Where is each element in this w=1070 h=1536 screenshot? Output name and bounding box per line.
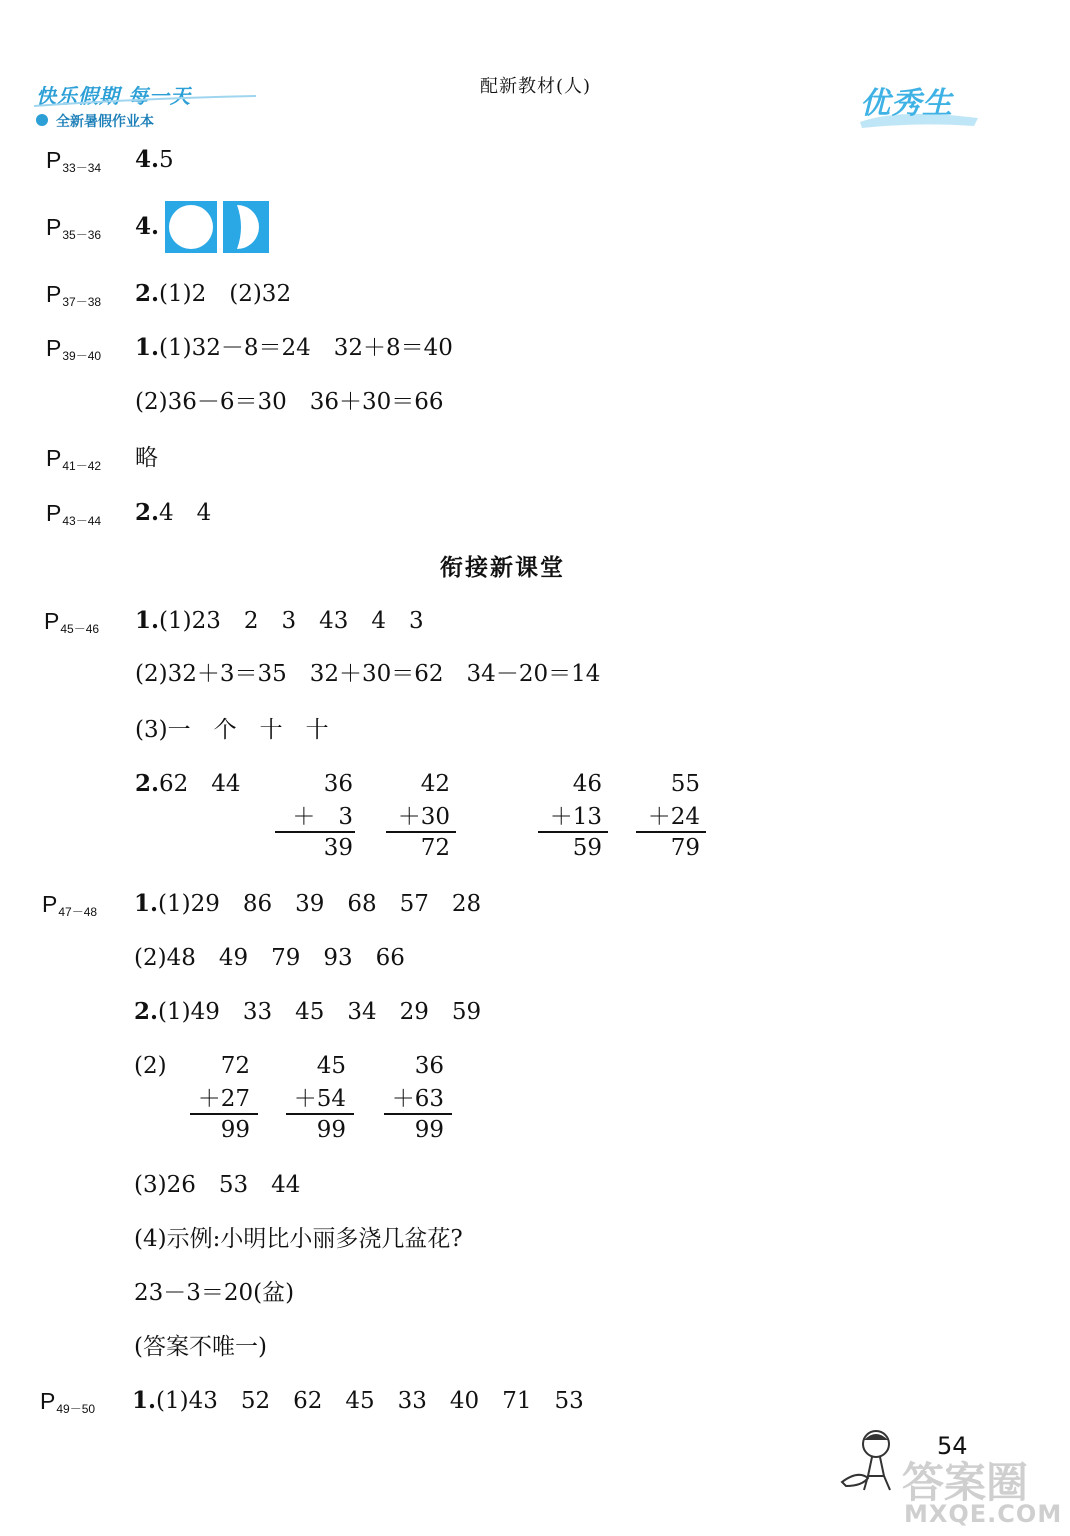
answer-p41: 略 [135,445,158,471]
page-ref-47: $P_{47-48}$ [42,891,98,919]
answer-p45-1-1: 1.(1)23 2 3 43 4 3 [135,607,424,634]
answer-p47-2-3: (3)26 53 44 [134,1172,301,1198]
addend-op: ＋13 [549,804,602,830]
answer-p45-1-2: (2)32＋3＝35 32＋30＝62 34－20＝14 [135,661,601,687]
answer-p47-1-2: (2)48 49 79 93 66 [134,945,405,971]
answer-p47-2-5: 23－3＝20(盆) [134,1280,295,1306]
page-ref-37: $P_{37-38}$ [46,281,102,309]
watermark-url: MXQE.COM [904,1500,1063,1528]
page-ref-33: $P_{33-34}$ [46,147,102,175]
header-subtitle: 全新暑假作业本 [56,114,154,130]
circle-shape-icon [165,201,217,253]
sum-result: 99 [414,1117,444,1143]
answer-p47-2-2: (2) [134,1053,167,1079]
addend-op: ＋30 [397,804,450,830]
answer-p39-line1: 1.(1)32－8＝24 32＋8＝40 [135,334,453,361]
addend-top: 42 [420,771,450,797]
answer-p47-2-1: 2.(1)49 33 45 34 29 59 [134,998,482,1025]
page-ref-41: $P_{41-42}$ [46,445,102,473]
header-left-logo [30,78,260,134]
answer-p45-2: 2.62 44 [135,770,241,797]
watermark-text: 答案圈 [902,1458,1029,1507]
answer-p49: 1.(1)43 52 62 45 33 40 71 53 [132,1387,584,1414]
page-ref-43: $P_{43-44}$ [46,500,102,528]
answer-p33: 4.5 [135,146,174,173]
page-number: 54 [937,1432,968,1460]
sum-result: 59 [572,835,602,861]
sum-result: 39 [323,835,353,861]
sum-result: 99 [220,1117,250,1143]
answer-p47-2-6: (答案不唯一) [134,1334,267,1360]
answer-p37: 2.(1)2 (2)32 [135,280,292,307]
addend-top: 72 [220,1053,250,1079]
header-center-label: 配新教材(人) [480,76,592,97]
half-circle-shape-icon [223,201,269,253]
sum-result: 72 [420,835,450,861]
addend-op: ＋24 [647,804,700,830]
section-title: 衔接新课堂 [440,554,565,581]
sum-result: 99 [316,1117,346,1143]
addend-op: ＋54 [293,1086,346,1112]
addend-op: ＋ 3 [292,804,353,830]
page-ref-45: $P_{45-46}$ [44,608,100,636]
addend-top: 36 [323,771,353,797]
answer-p43: 2.4 4 [135,499,212,526]
brand-logo [858,78,980,128]
answer-p45-1-3: (3)一 个 十 十 [135,717,329,743]
answer-p47-1-1: 1.(1)29 86 39 68 57 28 [134,890,482,917]
page-ref-49: $P_{49-50}$ [40,1388,96,1416]
header-title: 快乐假期 每一天 [36,84,191,108]
answer-p39-line2: (2)36－6＝30 36＋30＝66 [135,389,444,415]
addend-top: 45 [316,1053,346,1079]
sum-result: 79 [670,835,700,861]
page-ref-35: $P_{35-36}$ [46,214,102,242]
watermark [894,1450,1064,1530]
addend-top: 55 [670,771,700,797]
answer-p35: 4. [135,213,160,240]
addend-op: ＋27 [197,1086,250,1112]
answer-p47-2-4: (4)示例:小明比小丽多浇几盆花? [134,1226,463,1252]
addend-op: ＋63 [391,1086,444,1112]
page-ref-39: $P_{39-40}$ [46,335,102,363]
addend-top: 36 [414,1053,444,1079]
brand-text: 优秀生 [860,86,953,121]
addend-top: 46 [572,771,602,797]
